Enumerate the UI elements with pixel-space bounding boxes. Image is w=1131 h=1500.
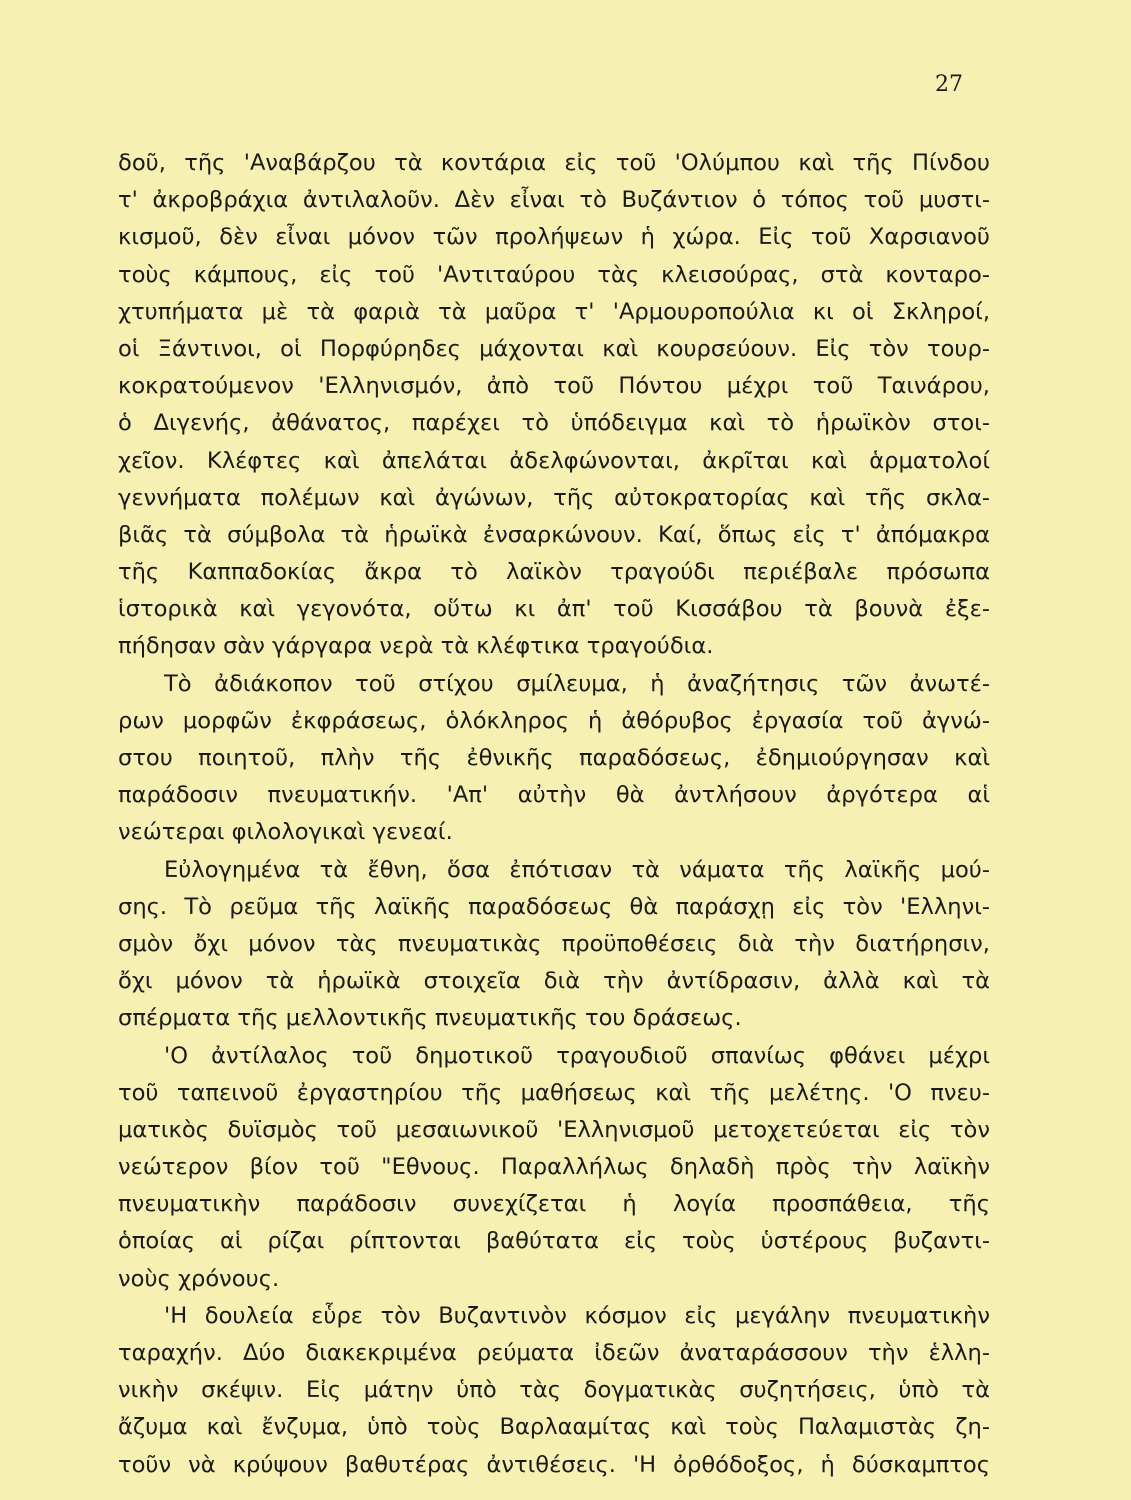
text-line: τοὺς κάμπους, εἰς τοῦ 'Αντιταύρου τὰς κλεισούρας, στὰ κονταρο- xyxy=(118,261,990,288)
text-line: Τὸ ἀδιάκοπον τοῦ στίχου σμίλευμα, ἡ ἀναζήτησις τῶν ἀνωτέ- xyxy=(164,670,990,697)
text-line: στου ποιητοῦ, πλὴν τῆς ἐθνικῆς παραδόσεως, ἐδημιούργησαν καὶ xyxy=(118,745,990,771)
text-line: δοῦ, τῆς 'Αναβάρζου τὰ κοντάρια εἰς τοῦ 'Ολύμπου καὶ τῆς Πίνδου xyxy=(118,150,990,176)
page-number: 27 xyxy=(935,72,963,97)
text-line: πνευματικὴν παράδοσιν συνεχίζεται ἡ λογία προσπάθεια, τῆς xyxy=(118,1191,990,1218)
text-line: γεννήματα πολέμων καὶ ἀγώνων, τῆς αὐτοκρατορίας καὶ τῆς σκλα- xyxy=(118,484,990,511)
text-line: ἄζυμα καὶ ἔνζυμα, ὑπὸ τοὺς Βαρλααμίτας καὶ τοὺς Παλαμιστὰς ζη- xyxy=(118,1414,990,1441)
text-line: ρων μορφῶν ἐκφράσεως, ὁλόκληρος ἡ ἀθόρυβος ἐργασία τοῦ ἀγνώ- xyxy=(118,707,990,734)
text-line: ὁ Διγενής, ἀθάνατος, παρέχει τὸ ὑπόδειγμα καὶ τὸ ἡρωϊκὸν στοι- xyxy=(118,410,990,437)
text-line: ἱστορικὰ καὶ γεγονότα, οὕτω κι ἀπ' τοῦ Κισσάβου τὰ βουνὰ ἐξε- xyxy=(118,596,990,623)
text-line: κοκρατούμενον 'Ελληνισμόν, ἀπὸ τοῦ Πόντου μέχρι τοῦ Ταινάρου, xyxy=(118,373,990,400)
text-line: σπέρματα τῆς μελλοντικῆς πνευματικῆς του δράσεως. xyxy=(118,1005,742,1032)
text-line: νεώτερον βίον τοῦ "Εθνους. Παραλλήλως δηλαδὴ πρὸς τὴν λαϊκὴν xyxy=(118,1154,990,1181)
text-line: οἱ Ξάντινοι, οἱ Πορφύρηδες μάχονται καὶ κουρσεύουν. Εἰς τὸν τουρ- xyxy=(118,335,990,362)
text-line: νοὺς χρόνους. xyxy=(118,1265,280,1292)
text-line: τοῦν νὰ κρύψουν βαθυτέρας ἀντιθέσεις. 'Η ὀρθόδοξος, ἡ δύσκαμπτος xyxy=(118,1451,990,1478)
text-line: τῆς Καππαδοκίας ἄκρα τὸ λαϊκὸν τραγούδι περιέβαλε πρόσωπα xyxy=(118,559,990,586)
text-line: σμὸν ὄχι μόνον τὰς πνευματικὰς προϋποθέσεις διὰ τὴν διατήρησιν, xyxy=(118,930,990,957)
text-line: νικὴν σκέψιν. Εἰς μάτην ὑπὸ τὰς δογματικὰς συζητήσεις, ὑπὸ τὰ xyxy=(118,1377,990,1404)
text-line: νεώτεραι φιλολογικαὶ γενεαί. xyxy=(118,819,453,846)
text-line: 'Ο ἀντίλαλος τοῦ δημοτικοῦ τραγουδιοῦ σπανίως φθάνει μέχρι xyxy=(164,1042,990,1069)
body-text xyxy=(118,145,990,1484)
text-line: ματικὸς δυϊσμὸς τοῦ μεσαιωνικοῦ 'Ελληνισμοῦ μετοχετεύεται εἰς τὸν xyxy=(118,1116,990,1143)
text-line: χτυπήματα μὲ τὰ φαριὰ τὰ μαῦρα τ' 'Αρμουροπούλια κι οἱ Σκληροί, xyxy=(118,298,990,325)
text-line: βιᾶς τὰ σύμβολα τὰ ἡρωϊκὰ ἐνσαρκώνουν. Καί, ὅπως εἰς τ' ἀπόμακρα xyxy=(118,521,990,548)
text-line: τοῦ ταπεινοῦ ἐργαστηρίου τῆς μαθήσεως καὶ τῆς μελέτης. 'Ο πνευ- xyxy=(118,1079,990,1106)
text-line: χεῖον. Κλέφτες καὶ ἀπελάται ἀδελφώνονται, ἀκρῖται καὶ ἁρματολοί xyxy=(118,447,990,474)
text-line: πήδησαν σὰν γάργαρα νερὰ τὰ κλέφτικα τραγούδια. xyxy=(118,633,714,660)
text-line: τ' ἀκροβράχια ἀντιλαλοῦν. Δὲν εἶναι τὸ Βυζάντιον ὁ τόπος τοῦ μυστι- xyxy=(118,187,990,214)
text-line: ὄχι μόνον τὰ ἡρωϊκὰ στοιχεῖα διὰ τὴν ἀντίδρασιν, ἀλλὰ καὶ τὰ xyxy=(118,968,990,995)
text-line: παράδοσιν πνευματικήν. 'Απ' αὐτὴν θὰ ἀντλήσουν ἀργότερα αἱ xyxy=(118,782,990,809)
text-line: σης. Τὸ ρεῦμα τῆς λαϊκῆς παραδόσεως θὰ παράσχῃ εἰς τὸν 'Ελληνι- xyxy=(118,893,990,920)
text-line: κισμοῦ, δὲν εἶναι μόνον τῶν προλήψεων ἡ χώρα. Εἰς τοῦ Χαρσιανοῦ xyxy=(118,224,990,251)
text-line: 'Η δουλεία εὗρε τὸν Βυζαντινὸν κόσμον εἰς μεγάλην πνευματικὴν xyxy=(164,1302,990,1329)
text-line: ταραχήν. Δύο διακεκριμένα ρεύματα ἰδεῶν ἀναταράσσουν τὴν ἑλλη- xyxy=(118,1340,990,1366)
text-line: ὁποίας αἱ ρίζαι ρίπτονται βαθύτατα εἰς τοὺς ὑστέρους βυζαντι- xyxy=(118,1228,990,1255)
text-line: Εὐλογημένα τὰ ἔθνη, ὅσα ἐπότισαν τὰ νάματα τῆς λαϊκῆς μού- xyxy=(164,856,990,883)
